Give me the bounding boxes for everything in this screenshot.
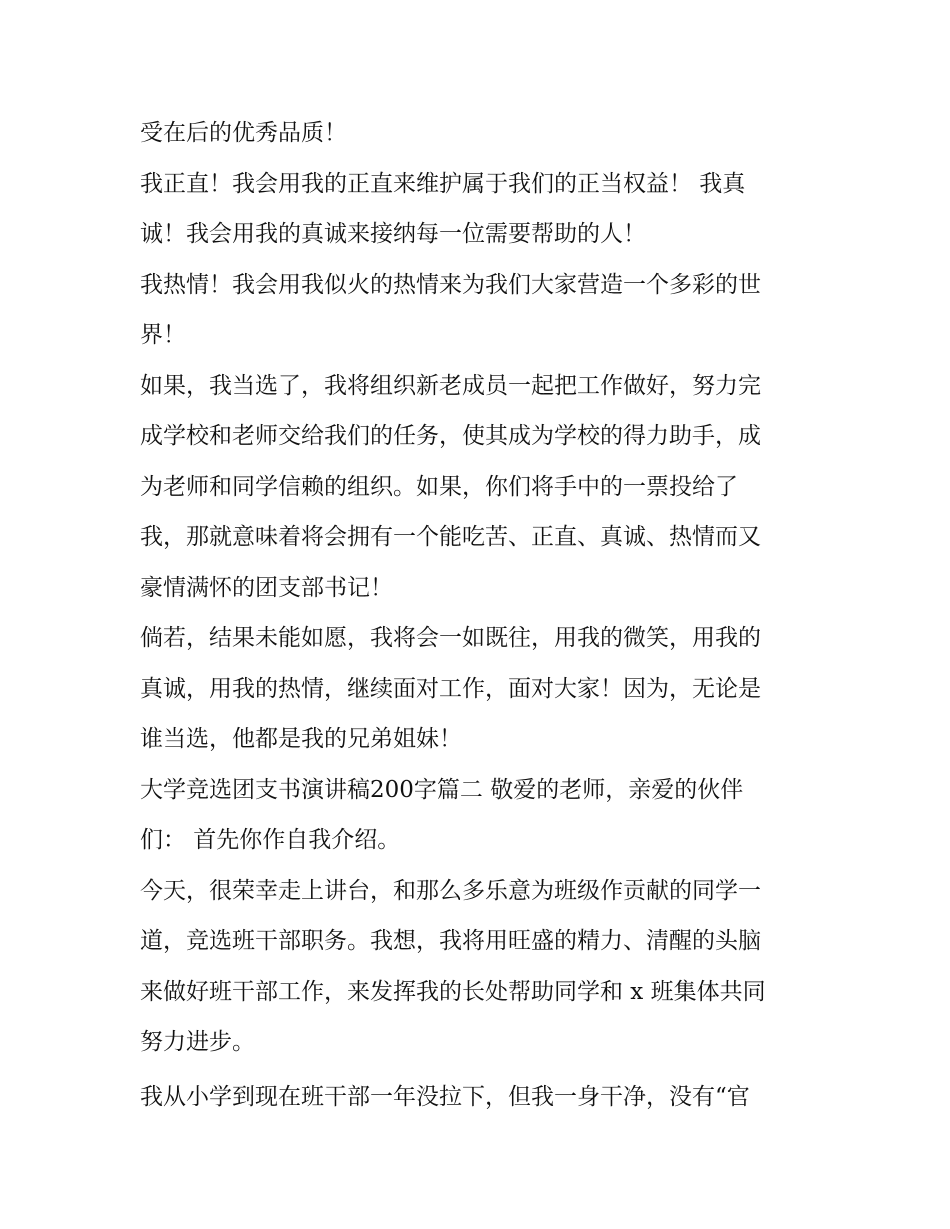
text-line: 努力进步。 [140,1029,255,1055]
text-line: 道，竞选班干部职务。我想，我将用旺盛的精力、清醒的头脑 [140,928,761,954]
text-line: 诚！我会用我的真诚来接纳每一位需要帮助的人！ [140,221,646,247]
text-line: 们： 首先你作自我介绍。 [140,827,401,853]
text-line: 谁当选，他都是我的兄弟姐妹！ [140,726,462,752]
text-line: 真诚，用我的热情，继续面对工作，面对大家！因为，无论是 [140,675,761,702]
text-line: 如果，我当选了，我将组织新老成员一起把工作做好，努力完 [140,372,761,399]
text-line: 倘若，结果未能如愿，我将会一如既往，用我的微笑，用我的 [140,625,761,651]
text-line: 界！ [140,322,186,348]
text-line: 我正直！我会用我的正直来维护属于我们的正当权益！ 我真 [140,170,746,197]
text-line: 今天，很荣幸走上讲台，和那么多乐意为班级作贡献的同学一 [140,877,761,904]
text-line: 来做好班干部工作，来发挥我的长处帮助同学和 x 班集体共同 [140,978,766,1005]
text-line: 我，那就意味着将会拥有一个能吃苦、正直、真诚、热情而又 [140,524,761,550]
text-line: 受在后的优秀品质！ [140,120,347,146]
text-line: 豪情满怀的团支部书记！ [140,574,393,601]
document-body [140,108,820,1122]
section-heading-line: 大学竞选团支书演讲稿200字篇二 敬爱的老师，亲爱的伙伴 [140,776,744,803]
text-line: 我从小学到现在班干部一年没拉下，但我一身干净，没有“官 [140,1083,750,1110]
text-line: 为老师和同学信赖的组织。如果，你们将手中的一票投给了 [140,473,738,500]
text-line: 成学校和老师交给我们的任务，使其成为学校的得力助手，成 [140,423,761,449]
text-line: 我热情！我会用我似火的热情来为我们大家营造一个多彩的世 [140,271,761,298]
